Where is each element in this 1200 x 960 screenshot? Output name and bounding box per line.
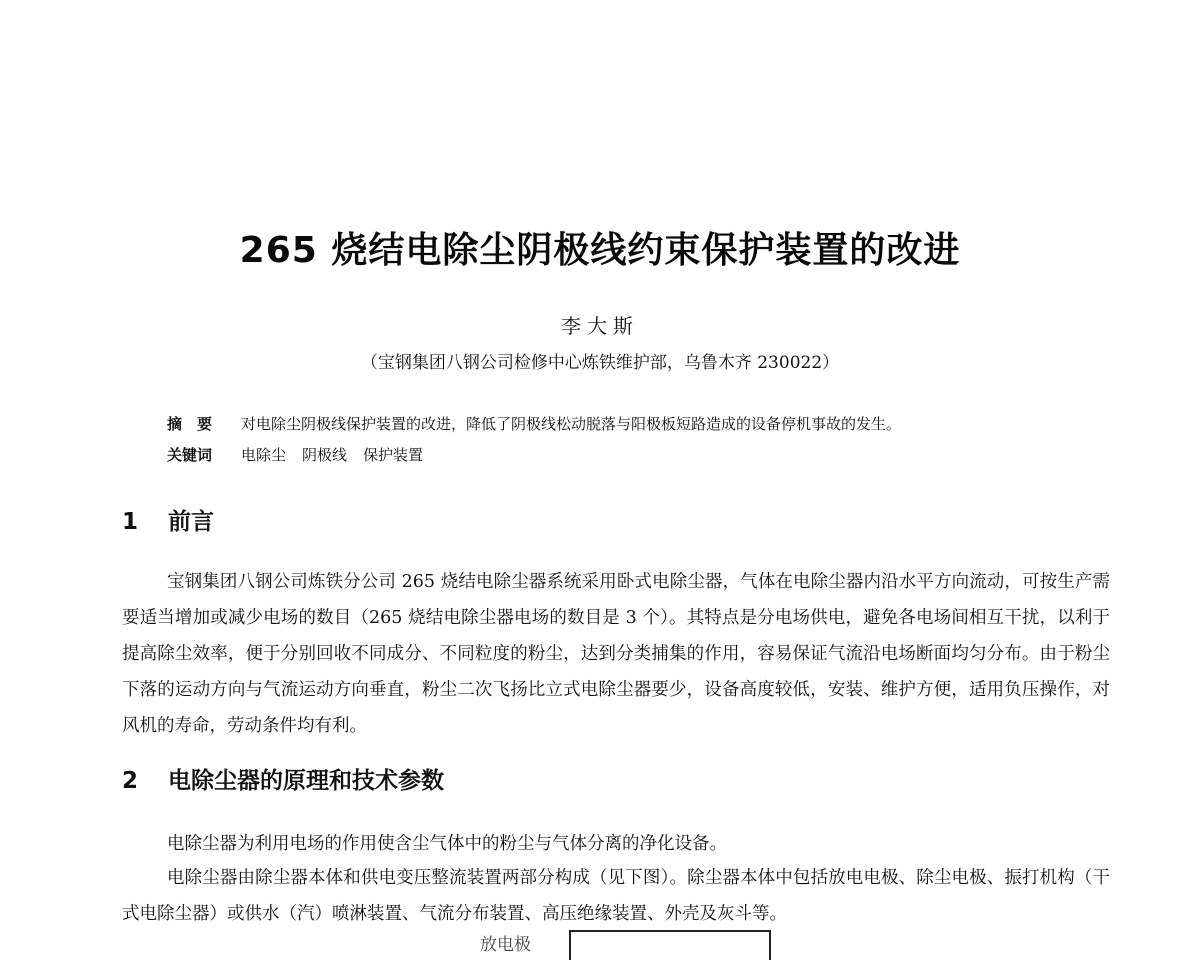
abstract-label: 摘 要 [167, 415, 213, 433]
abstract-text: 对电除尘阴极线保护装置的改进，降低了阴极线松动脱落与阳极板短路造成的设备停机事故的发生。 [241, 415, 902, 433]
section-title: 电除尘器的原理和技术参数 [168, 768, 444, 794]
author-name: 李大斯 [561, 314, 639, 338]
keywords-label: 关键词 [167, 446, 213, 464]
body-paragraph: 电除尘器由除尘器本体和供电变压整流装置两部分构成（见下图）。除尘器本体中包括放电电极、除尘电极、振打机构（干式电除尘器）或供水（汽）喷淋装置、气流分布装置、高压绝缘装置、外壳及灰斗等。 [122, 868, 1110, 924]
section-heading [122, 762, 444, 795]
keyword-item: 保护装置 [363, 446, 424, 464]
section-number: 1 [122, 509, 139, 535]
body-paragraph: 宝钢集团八钢公司炼铁分公司 265 烧结电除尘器系统采用卧式电除尘器，气体在电除尘器内沿水平方向流动，可按生产需要适当增加或减少电场的数目（265 烧结电除尘器电场的数目是 3 个）。其特点是分电场供电，避免各电场间相互干扰，以利于提高除尘效率，便于分别回收不同成分、不同粒度的粉尘，达到分类捕集的作用，容易保证气流沿电场断面均匀分布。由于粉尘下落的运动方向与气流运动方向垂直，粉尘二次飞扬比立式电除尘器要少，设备高度较低，安装、维护方便，适用负压操作，对风机的寿命，劳动条件均有利。 [122, 572, 1110, 736]
keywords [167, 444, 439, 465]
section-title: 前言 [168, 509, 214, 535]
paper-title: 265 烧结电除尘阴极线约束保护装置的改进 [239, 230, 961, 271]
abstract [167, 413, 901, 434]
figure-label: 放电极 [480, 935, 531, 955]
author-affiliation: （宝钢集团八钢公司检修中心炼铁维护部，乌鲁木齐 230022） [360, 353, 840, 373]
section-number: 2 [122, 768, 139, 794]
section-heading [122, 503, 214, 536]
figure-box [569, 930, 771, 960]
keyword-item: 阴极线 [302, 446, 348, 464]
body-paragraph: 电除尘器为利用电场的作用使含尘气体中的粉尘与气体分离的净化设备。 [167, 834, 727, 854]
keyword-item: 电除尘 [241, 446, 287, 464]
